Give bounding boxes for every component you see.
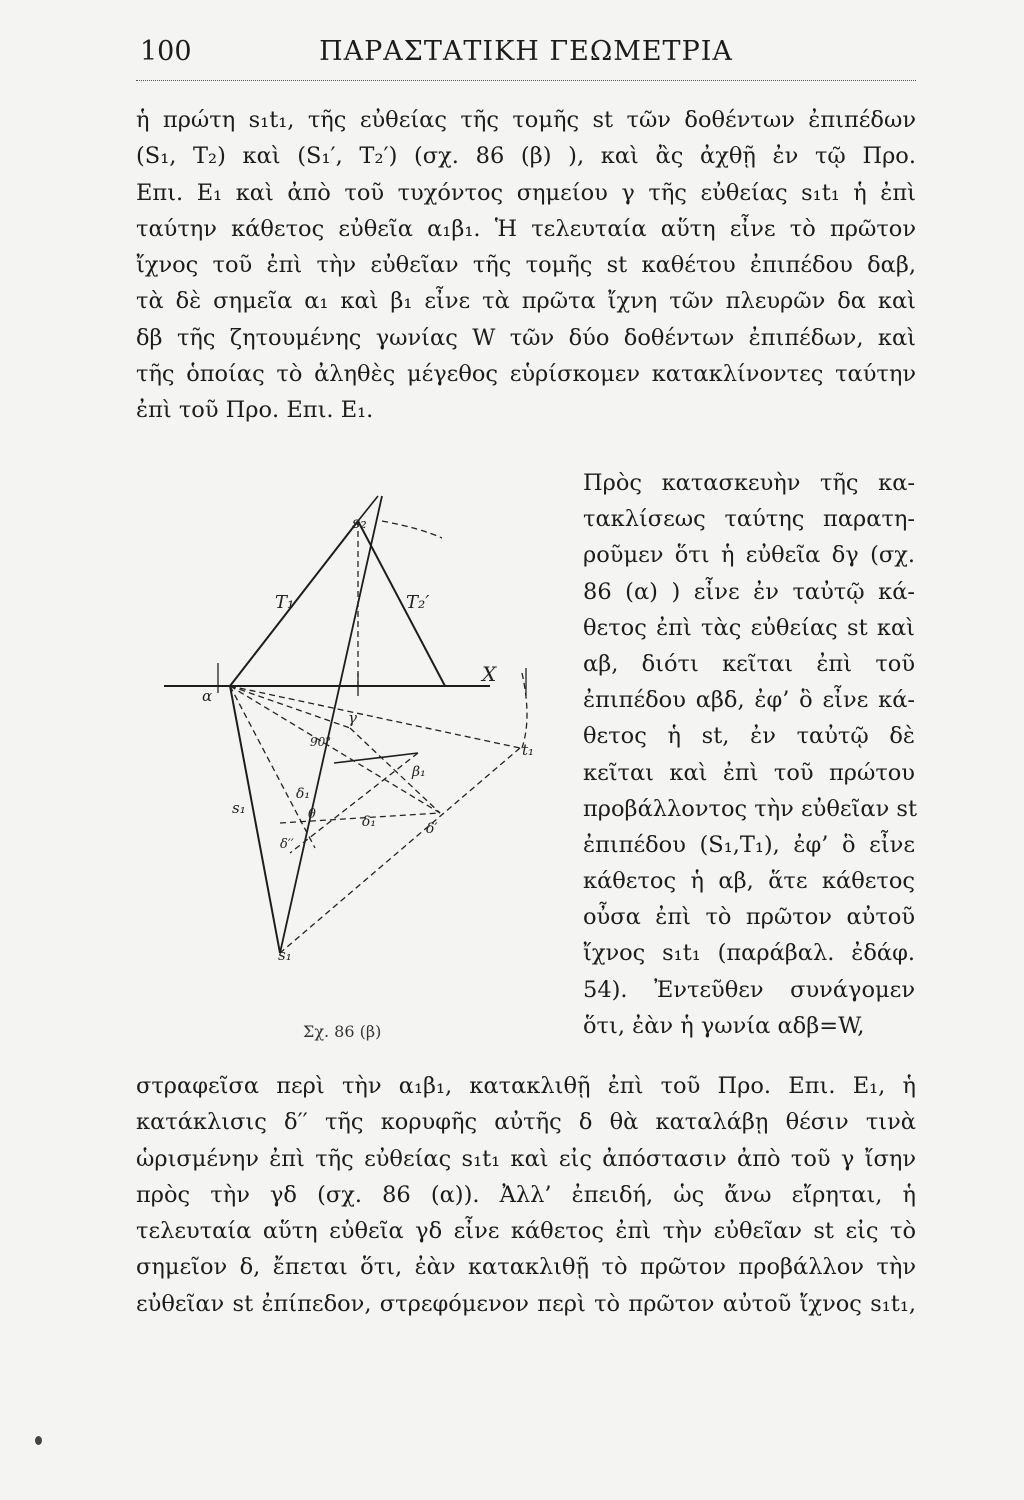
text-line: αβ, διότι κεῖται ἐπὶ τοῦ <box>583 650 915 677</box>
alpha-beta-line <box>334 753 418 763</box>
text-line: δβ τῆς ζητουμένης γωνίας W τῶν δύο δοθέντων ἐπιπέδων, καὶ <box>136 324 916 351</box>
figure-drawing <box>150 478 560 998</box>
text-line: κεῖται καὶ ἐπὶ τοῦ πρώτου <box>583 759 915 786</box>
ink-spot <box>35 1436 42 1445</box>
s1t1-line <box>280 496 382 953</box>
figure-label: α <box>202 687 213 705</box>
figure-label: s₁ <box>232 799 246 817</box>
figure-label: s₂ <box>352 513 367 532</box>
text-line: εὐθεῖαν st ἐπίπεδον, στρεφόμενον περὶ τὸ πρῶτον αὐτοῦ ἴχνος s₁t₁, <box>136 1290 916 1317</box>
figure-label: γ <box>348 709 357 727</box>
figure-label: δ₁ <box>362 814 377 830</box>
text-line: ροῦμεν ὅτι ἡ εὐθεῖα δγ (σχ. <box>583 542 915 569</box>
text-line: πρὸς τὴν γδ (σχ. 86 (α)). Ἀλλ’ ἐπειδή, ὡς ἄνω εἴρηται, ἡ <box>136 1181 916 1208</box>
text-line: ὡρισμένην ἐπὶ τῆς εὐθείας s₁t₁ καὶ εἰς ἀπόστασιν ἀπὸ τοῦ γ ἴσην <box>136 1145 916 1172</box>
paragraph-1 <box>136 102 916 429</box>
page-header <box>136 36 916 76</box>
text-line: κατάκλισις δ′′ τῆς κορυφῆς αὐτῆς δ θὰ καταλάβῃ θέσιν τινὰ <box>136 1109 916 1136</box>
text-line: ἐπιπέδου (S₁,T₁), ἐφ’ ὃ εἶνε <box>583 831 915 858</box>
text-line: 54). Ἐντεῦθεν συνάγομεν <box>583 976 915 1003</box>
figure-label: T₁ <box>275 592 295 613</box>
text-line: κάθετος ἡ αβ, ἅτε κάθετος <box>583 868 915 895</box>
dashed-line <box>280 813 440 823</box>
text-line: ἐπὶ τοῦ Προ. Επι. Ε₁. <box>136 397 374 424</box>
figure-label: t₁ <box>522 741 535 759</box>
text-line: ἴχνος τοῦ ἐπὶ τὴν εὐθεῖαν τῆς τομῆς st καθέτου ἐπιπέδου δαβ, <box>136 252 916 279</box>
text-line: τελευταία αὕτη εὐθεῖα γδ εἶνε κάθετος ἐπὶ τὴν εὐθεῖαν st εἰς τὸ <box>136 1218 916 1245</box>
figure-caption: Σχ. 86 (β) <box>303 1022 382 1041</box>
dashed-line <box>230 686 315 848</box>
text-line: ἴχνος s₁t₁ (παράβαλ. ἐδάφ. <box>583 940 915 967</box>
text-line: ἐπιπέδου αβδ, ἐφ’ ὃ εἶνε κά- <box>583 687 915 714</box>
text-line: στραφεῖσα περὶ τὴν α₁β₁, κατακλιθῇ ἐπὶ τοῦ Προ. Επι. Ε₁, ἡ <box>136 1073 916 1099</box>
text-line: ὅτι, ἐὰν ἡ γωνία αδβ=W, <box>583 1012 865 1039</box>
paragraph-2 <box>136 1068 916 1322</box>
column-text <box>583 465 915 1044</box>
text-line: τακλίσεως ταύτης παρατη- <box>583 506 915 533</box>
dashed-line <box>280 748 520 953</box>
figure-label: β₁ <box>412 764 426 780</box>
figure-label: X <box>482 662 497 686</box>
trace-s1-line <box>230 686 280 953</box>
figure-label: δ′′ <box>280 837 294 852</box>
geometry-figure <box>150 478 560 998</box>
text-line: τῆς ὁποίας τὸ ἀληθὲς μέγεθος εὑρίσκομεν κατακλίνοντες ταύτην <box>136 361 916 388</box>
text-line: σημεῖον δ, ἔπεται ὅτι, ἐὰν κατακλιθῇ τὸ πρῶτον προβάλλον τὴν <box>136 1254 916 1281</box>
dashed-line <box>350 728 440 813</box>
text-line: οὖσα ἐπὶ τὸ πρῶτον αὐτοῦ <box>583 904 915 931</box>
text-line: Πρὸς κατασκευὴν τῆς κα- <box>583 470 915 496</box>
arc-line <box>382 521 442 538</box>
text-line: τὰ δὲ σημεῖα α₁ καὶ β₁ εἶνε τὰ πρῶτα ἴχνη τῶν πλευρῶν δα καὶ <box>136 288 916 315</box>
figure-label: 90° <box>310 735 332 749</box>
figure-label: θ <box>308 807 316 822</box>
text-line: 86 (α) ) εἶνε ἐν ταὐτῷ κά- <box>583 578 915 605</box>
figure-label: s₁ <box>278 946 292 964</box>
text-line: θετος ἡ st, ἐν ταὐτῷ δὲ <box>583 723 915 750</box>
figure-label: δ′ <box>426 821 438 837</box>
text-line: (S₁, T₂) καὶ (S₁′, T₂′) (σχ. 86 (β) ), καὶ ἂς ἀχθῇ ἐν τῷ Προ. <box>136 143 916 170</box>
figure-label: T₂′ <box>406 592 430 613</box>
page-number: 100 <box>140 36 192 67</box>
text-line: Επι. Ε₁ καὶ ἀπὸ τοῦ τυχόντος σημείου γ τῆς εὐθείας s₁t₁ ἡ ἐπὶ <box>136 179 916 206</box>
text-line: θετος ἐπὶ τὰς εὐθείας st καὶ <box>583 614 915 641</box>
text-line: προβάλλοντος τὴν εὐθεῖαν st <box>583 795 917 822</box>
text-line: ταύτην κάθετος εὐθεῖα α₁β₁. Ἡ τελευταία αὕτη εἶνε τὸ πρῶτον <box>136 215 916 242</box>
text-line: ἡ πρώτη s₁t₁, τῆς εὐθείας τῆς τομῆς st τῶν δοθέντων ἐπιπέδων <box>136 107 916 133</box>
dashed-line <box>230 686 520 748</box>
figure-label: δ₁ <box>296 786 311 802</box>
running-title: ΠΑΡΑΣΤΑΤΙΚΗ ΓΕΩΜΕΤΡΙΑ <box>319 36 733 67</box>
header-rule <box>136 80 916 81</box>
